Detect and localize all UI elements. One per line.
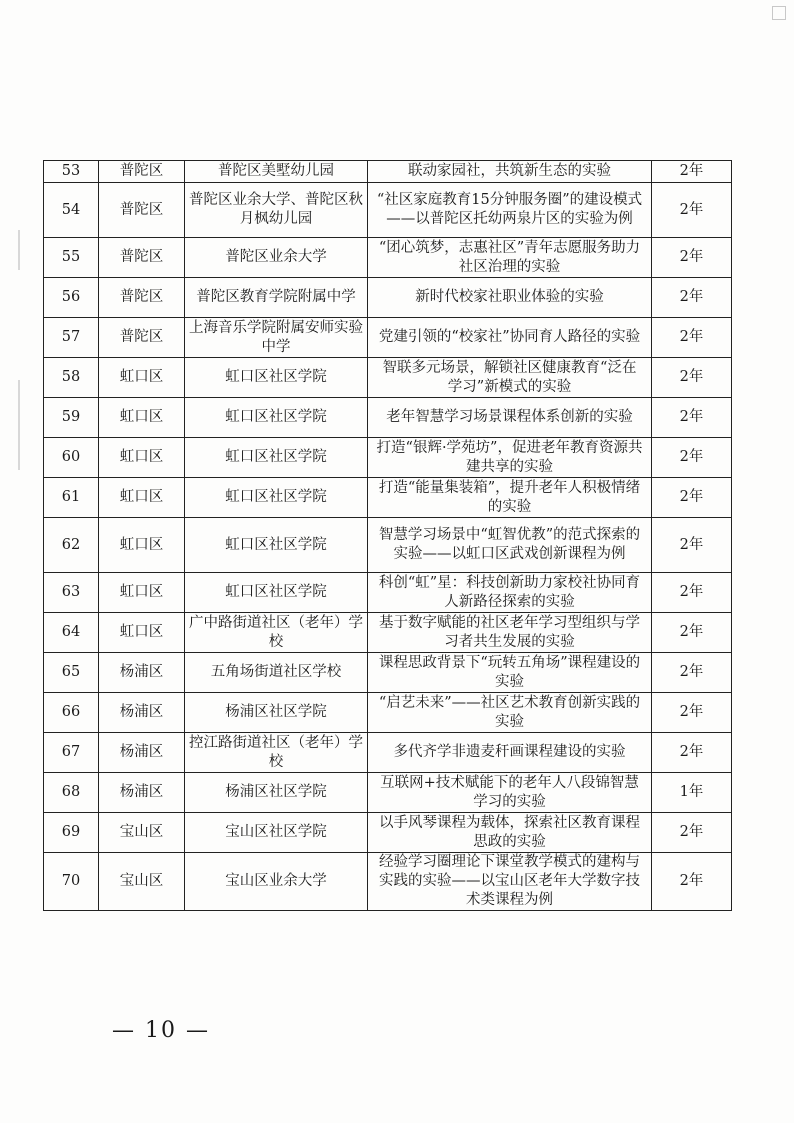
table-row: [44, 238, 732, 278]
experiment-content-cell: 科创“虹”星：科技创新助力家校社协同育人新路径探索的实验: [368, 573, 652, 613]
duration-cell: 2年: [652, 318, 732, 358]
table-row: [44, 398, 732, 438]
table-row: [44, 358, 732, 398]
district-cell: 宝山区: [99, 853, 185, 911]
unit-cell: 虹口区社区学院: [185, 398, 368, 438]
experiment-content-cell: “启艺未来”——社区艺术教育创新实践的实验: [368, 693, 652, 733]
row-number-cell: 62: [44, 518, 99, 573]
row-number-cell: 66: [44, 693, 99, 733]
table-row: [44, 478, 732, 518]
unit-cell: 普陀区教育学院附属中学: [185, 278, 368, 318]
district-cell: 普陀区: [99, 183, 185, 238]
experiment-content-cell: 新时代校家社职业体验的实验: [368, 278, 652, 318]
row-number-cell: 55: [44, 238, 99, 278]
row-number-cell: 56: [44, 278, 99, 318]
table-body: [44, 161, 732, 911]
duration-cell: 2年: [652, 161, 732, 183]
row-number-cell: 54: [44, 183, 99, 238]
duration-cell: 2年: [652, 518, 732, 573]
duration-cell: 2年: [652, 653, 732, 693]
duration-cell: 2年: [652, 853, 732, 911]
table-row: [44, 183, 732, 238]
experiment-content-cell: 课程思政背景下“玩转五角场”课程建设的实验: [368, 653, 652, 693]
district-cell: 虹口区: [99, 573, 185, 613]
table-row: [44, 773, 732, 813]
row-number-cell: 65: [44, 653, 99, 693]
table-row: [44, 813, 732, 853]
table-row: [44, 853, 732, 911]
unit-cell: 虹口区社区学院: [185, 438, 368, 478]
row-number-cell: 57: [44, 318, 99, 358]
unit-cell: 广中路街道社区（老年）学校: [185, 613, 368, 653]
district-cell: 虹口区: [99, 518, 185, 573]
duration-cell: 2年: [652, 358, 732, 398]
district-cell: 普陀区: [99, 161, 185, 183]
duration-cell: 2年: [652, 183, 732, 238]
district-cell: 杨浦区: [99, 773, 185, 813]
experiment-content-cell: 智慧学习场景中“虹智优教”的范式探索的实验——以虹口区武戏创新课程为例: [368, 518, 652, 573]
experiment-content-cell: 联动家园社，共筑新生态的实验: [368, 161, 652, 183]
duration-cell: 2年: [652, 438, 732, 478]
row-number-cell: 53: [44, 161, 99, 183]
unit-cell: 虹口区社区学院: [185, 573, 368, 613]
table-row: [44, 693, 732, 733]
experiment-content-cell: 打造“银辉·学苑坊”，促进老年教育资源共建共享的实验: [368, 438, 652, 478]
district-cell: 虹口区: [99, 478, 185, 518]
district-cell: 虹口区: [99, 613, 185, 653]
duration-cell: 2年: [652, 278, 732, 318]
unit-cell: 普陀区业余大学、普陀区秋月枫幼儿园: [185, 183, 368, 238]
unit-cell: 上海音乐学院附属安师实验中学: [185, 318, 368, 358]
row-number-cell: 61: [44, 478, 99, 518]
page-number: — 10 —: [112, 1018, 210, 1043]
row-number-cell: 70: [44, 853, 99, 911]
unit-cell: 普陀区业余大学: [185, 238, 368, 278]
district-cell: 杨浦区: [99, 733, 185, 773]
duration-cell: 2年: [652, 813, 732, 853]
experiment-content-cell: 以手风琴课程为载体，探索社区教育课程思政的实验: [368, 813, 652, 853]
experiment-content-cell: “社区家庭教育15分钟服务圈”的建设模式——以普陀区托幼两泉片区的实验为例: [368, 183, 652, 238]
experiment-content-cell: “团心筑梦，志惠社区”青年志愿服务助力社区治理的实验: [368, 238, 652, 278]
unit-cell: 虹口区社区学院: [185, 518, 368, 573]
scan-edge-mark: [18, 230, 20, 270]
row-number-cell: 68: [44, 773, 99, 813]
district-cell: 普陀区: [99, 318, 185, 358]
duration-cell: 1年: [652, 773, 732, 813]
unit-cell: 普陀区美墅幼儿园: [185, 161, 368, 183]
row-number-cell: 69: [44, 813, 99, 853]
table-row: [44, 518, 732, 573]
table-row: [44, 653, 732, 693]
row-number-cell: 64: [44, 613, 99, 653]
table-row: [44, 318, 732, 358]
duration-cell: 2年: [652, 613, 732, 653]
experiment-content-cell: 打造“能量集装箱”，提升老年人积极情绪的实验: [368, 478, 652, 518]
table-row: [44, 438, 732, 478]
district-cell: 虹口区: [99, 398, 185, 438]
district-cell: 杨浦区: [99, 653, 185, 693]
experiment-content-cell: 互联网+技术赋能下的老年人八段锦智慧学习的实验: [368, 773, 652, 813]
experiment-content-cell: 基于数字赋能的社区老年学习型组织与学习者共生发展的实验: [368, 613, 652, 653]
experiment-content-cell: 经验学习圈理论下课堂教学模式的建构与实践的实验——以宝山区老年大学数字技术类课程为例: [368, 853, 652, 911]
scan-edge-mark: [18, 380, 20, 470]
unit-cell: 控江路街道社区（老年）学校: [185, 733, 368, 773]
table-row: [44, 573, 732, 613]
experiment-content-cell: 多代齐学非遗麦秆画课程建设的实验: [368, 733, 652, 773]
row-number-cell: 67: [44, 733, 99, 773]
duration-cell: 2年: [652, 398, 732, 438]
unit-cell: 杨浦区社区学院: [185, 693, 368, 733]
duration-cell: 2年: [652, 478, 732, 518]
district-cell: 宝山区: [99, 813, 185, 853]
table-row: [44, 161, 732, 183]
district-cell: 杨浦区: [99, 693, 185, 733]
table-row: [44, 613, 732, 653]
experiment-content-cell: 老年智慧学习场景课程体系创新的实验: [368, 398, 652, 438]
unit-cell: 宝山区社区学院: [185, 813, 368, 853]
table-row: [44, 278, 732, 318]
row-number-cell: 58: [44, 358, 99, 398]
unit-cell: 杨浦区社区学院: [185, 773, 368, 813]
district-cell: 普陀区: [99, 278, 185, 318]
table-row: [44, 733, 732, 773]
unit-cell: 五角场街道社区学校: [185, 653, 368, 693]
unit-cell: 虹口区社区学院: [185, 358, 368, 398]
scan-corner-mark: [772, 6, 786, 20]
duration-cell: 2年: [652, 733, 732, 773]
duration-cell: 2年: [652, 693, 732, 733]
row-number-cell: 59: [44, 398, 99, 438]
unit-cell: 宝山区业余大学: [185, 853, 368, 911]
unit-cell: 虹口区社区学院: [185, 478, 368, 518]
experiment-content-cell: 智联多元场景，解锁社区健康教育“泛在学习”新模式的实验: [368, 358, 652, 398]
district-cell: 普陀区: [99, 238, 185, 278]
row-number-cell: 60: [44, 438, 99, 478]
row-number-cell: 63: [44, 573, 99, 613]
duration-cell: 2年: [652, 573, 732, 613]
district-cell: 虹口区: [99, 358, 185, 398]
duration-cell: 2年: [652, 238, 732, 278]
experiment-content-cell: 党建引领的“校家社”协同育人路径的实验: [368, 318, 652, 358]
experiment-projects-table: [43, 160, 732, 911]
district-cell: 虹口区: [99, 438, 185, 478]
